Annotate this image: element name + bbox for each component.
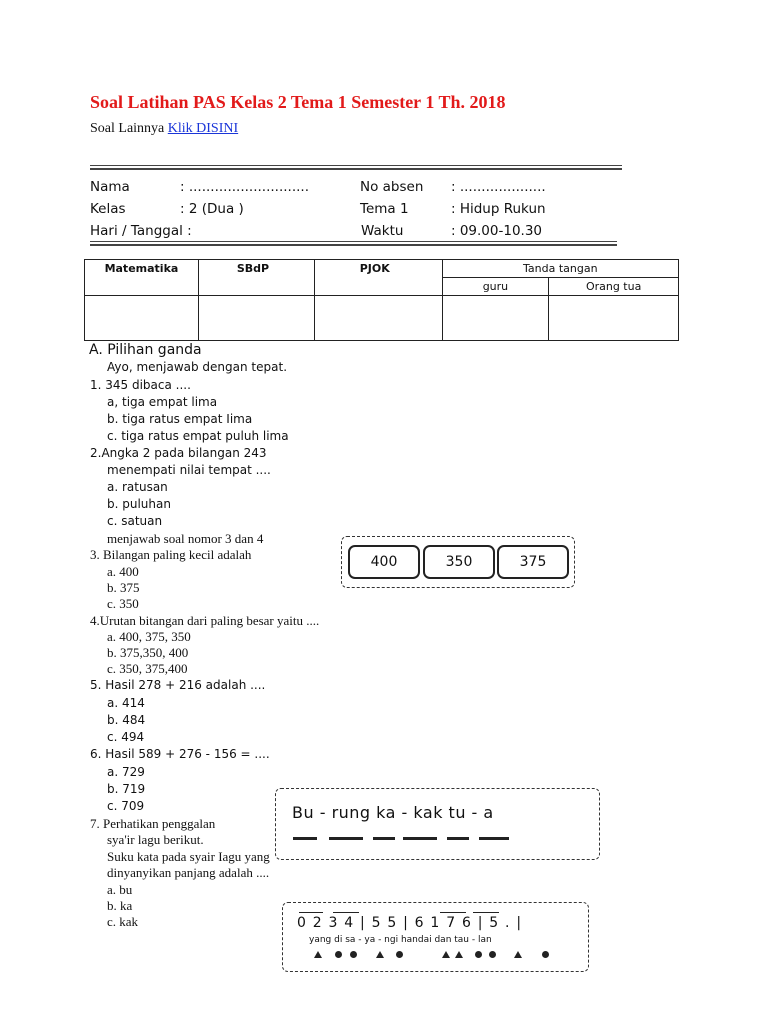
q5-option-b: b. 484 (107, 713, 146, 727)
number-card-400: 400 (348, 545, 420, 579)
beam-3 (440, 912, 466, 913)
question-3: 3. Bilangan paling kecil adalah (90, 547, 252, 562)
nama-value: : ............................ (180, 179, 309, 195)
beat-dot-6 (542, 951, 549, 958)
waktu-value: : 09.00-10.30 (451, 223, 543, 239)
question-7-cont-2: Suku kata pada syair Iagu yang (107, 849, 270, 864)
length-dash-5 (447, 837, 469, 840)
section-title: A. Pilihan ganda (89, 342, 202, 358)
question-5: 5. Hasil 278 + 216 adalah .... (90, 678, 266, 692)
tema-label: Tema 1 (360, 201, 409, 217)
notation-notes: 0 2 3 4 | 5 5 | 6 1 7 6 | 5 . | (297, 915, 523, 931)
question-7-cont-1: sya'ir lagu berikut. (107, 832, 204, 847)
number-card-375: 375 (497, 545, 569, 579)
page-title: Soal Latihan PAS Kelas 2 Tema 1 Semester 1 Th. 2018 (90, 92, 506, 112)
noabsen-label: No absen (360, 179, 424, 195)
length-dash-1 (293, 837, 317, 840)
q4-option-b: b. 375,350, 400 (107, 645, 189, 660)
beat-marker-2 (376, 951, 384, 958)
divider-top-2 (90, 168, 622, 170)
score-cell-matematika (85, 296, 199, 341)
header-matematika: Matematika (85, 260, 199, 296)
score-cell-sbdp (198, 296, 314, 341)
beam-4 (473, 912, 499, 913)
hari-label: Hari / Tanggal : (90, 223, 192, 239)
tema-value: : Hidup Rukun (451, 201, 546, 217)
subtitle-link[interactable]: Klik DISINI (167, 121, 239, 136)
q2-option-a: a. ratusan (107, 480, 168, 494)
score-table (84, 259, 679, 341)
q2-option-c: c. satuan (107, 514, 163, 528)
q4-option-a: a. 400, 375, 350 (107, 629, 191, 644)
length-dash-3 (373, 837, 395, 840)
q4-option-c: c. 350, 375,400 (107, 661, 188, 676)
number-card-350: 350 (423, 545, 495, 579)
beam-2 (333, 912, 359, 913)
question-2: 2.Angka 2 pada bilangan 243 (90, 446, 267, 460)
q7-option-b: b. ka (107, 898, 133, 913)
beat-dot-1 (335, 951, 342, 958)
subtitle-text: Soal Lainnya (90, 121, 165, 136)
header-pjok: PJOK (314, 260, 442, 296)
numbers-box (341, 536, 575, 588)
question-7: 7. Perhatikan penggalan (90, 816, 216, 831)
header-tanda-tangan: Tanda tangan (442, 260, 678, 278)
nama-label: Nama (90, 179, 130, 195)
beat-marker-3 (442, 951, 450, 958)
q1-option-b: b. tiga ratus empat Iima (107, 412, 253, 426)
waktu-label: Waktu (361, 223, 404, 239)
header-orang-tua: Orang tua (549, 278, 679, 296)
instruction: Ayo, menjawab dengan tepat. (107, 360, 288, 374)
subtitle (90, 121, 238, 137)
divider-mid-2 (90, 244, 617, 246)
beat-dot-3 (396, 951, 403, 958)
length-dash-2 (329, 837, 363, 840)
q1-option-a: a, tiga empat lima (107, 395, 218, 409)
question-6: 6. Hasil 589 + 276 - 156 = .... (90, 747, 270, 761)
q1-option-c: c. tiga ratus empat puluh lima (107, 429, 289, 443)
header-guru: guru (442, 278, 549, 296)
kelas-value: : 2 (Dua ) (180, 201, 244, 217)
beat-marker-4 (455, 951, 463, 958)
divider-top-1 (90, 165, 622, 166)
q3-option-c: c. 350 (107, 596, 139, 611)
beam-1 (299, 912, 323, 913)
question-2-cont: menempati nilai tempat .... (107, 463, 271, 477)
sign-cell-orang-tua (549, 296, 679, 341)
q6-option-a: a. 729 (107, 765, 145, 779)
q6-option-c: c. 709 (107, 799, 145, 813)
beat-marker-1 (314, 951, 322, 958)
q3-option-b: b. 375 (107, 580, 140, 595)
question-1: 1. 345 dibaca .... (90, 378, 191, 392)
notation-lyrics: yang di sa - ya - ngi handai dan tau - lan (309, 935, 492, 945)
length-dash-6 (479, 837, 509, 840)
length-dash-4 (403, 837, 437, 840)
q6-option-b: b. 719 (107, 782, 146, 796)
question-7-cont-3: dinyanyikan panjang adalah .... (107, 865, 270, 880)
beat-dot-4 (475, 951, 482, 958)
beat-dot-2 (350, 951, 357, 958)
beat-marker-5 (514, 951, 522, 958)
q7-option-c: c. kak (107, 914, 139, 929)
sign-cell-guru (442, 296, 549, 341)
noabsen-value: : .................... (451, 179, 546, 195)
q7-option-a: a. bu (107, 882, 133, 897)
q5-option-c: c. 494 (107, 730, 145, 744)
q3-option-a: a. 400 (107, 564, 139, 579)
divider-mid-1 (90, 241, 617, 242)
score-cell-pjok (314, 296, 442, 341)
song-lyric: Bu - rung ka - kak tu - a (292, 803, 494, 822)
notation-box (282, 902, 589, 972)
q2-option-b: b. puluhan (107, 497, 171, 511)
header-sbdp: SBdP (198, 260, 314, 296)
song-lyric-box (275, 788, 600, 860)
beat-dot-5 (489, 951, 496, 958)
instruction-3-4: menjawab soal nomor 3 dan 4 (107, 531, 264, 546)
kelas-label: Kelas (90, 201, 126, 217)
q5-option-a: a. 414 (107, 696, 145, 710)
question-4: 4.Urutan bitangan dari paling besar yaitu .... (90, 613, 320, 628)
